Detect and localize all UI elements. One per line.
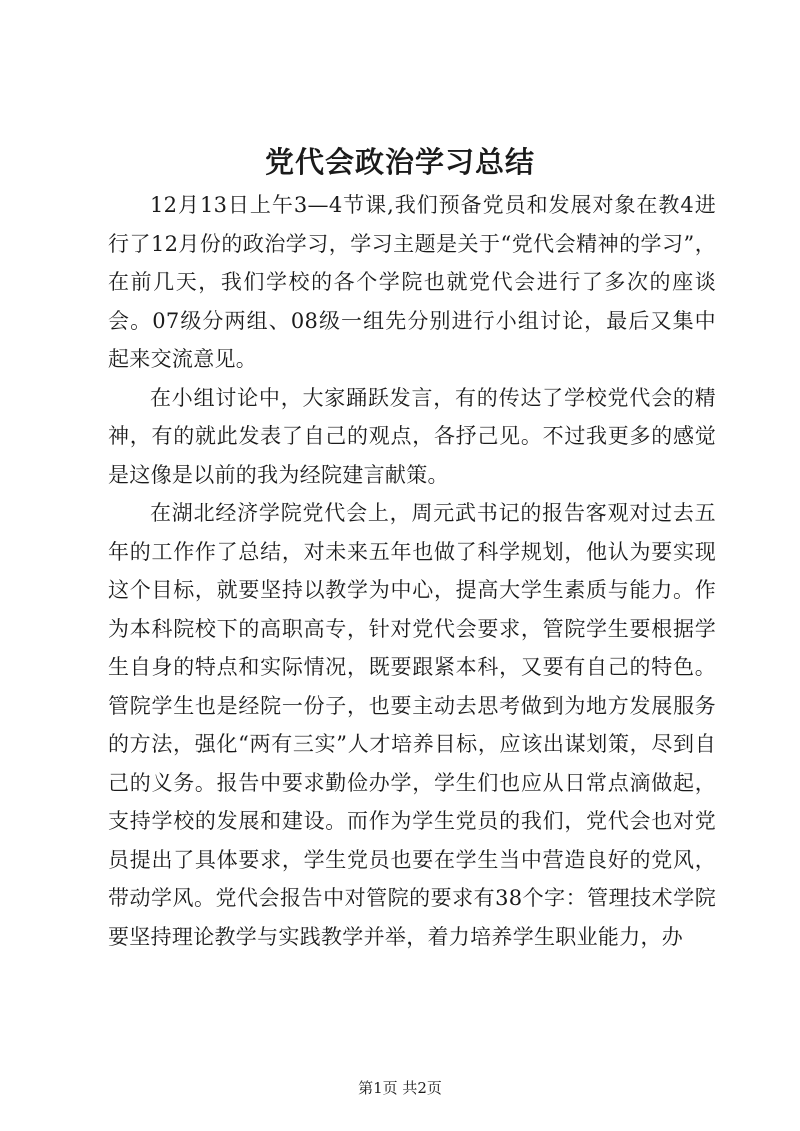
page-footer: 第1页 共2页: [358, 1079, 442, 1097]
paragraph-1: 12月13日上午3—4节课,我们预备党员和发展对象在教4进行了12月份的政治学习，学习主题是关于“党代会精神的学习”，在前几天，我们学校的各个学院也就党代会进行了多次的座谈会。07级分两组、08级一组先分别进行小组讨论，最后又集中起来交流意见。: [108, 193, 716, 371]
paragraph-2: 在小组讨论中，大家踊跃发言，有的传达了学校党代会的精神，有的就此发表了自己的观点，各抒己见。不过我更多的感觉是这像是以前的我为经院建言献策。: [108, 385, 716, 487]
document-body: [108, 186, 716, 956]
document-title: 党代会政治学习总结: [264, 145, 535, 179]
paragraph-3: 在湖北经济学院党代会上，周元武书记的报告客观对过去五年的工作作了总结，对未来五年也做了科学规划，他认为要实现这个目标，就要坚持以教学为中心，提高大学生素质与能力。作为本科院校下的高职高专，针对党代会要求，管院学生要根据学生自身的特点和实际情况，既要跟紧本科，又要有自己的特色。管院学生也是经院一份子，也要主动去思考做到为地方发展服务的方法，强化“两有三实”人才培养目标，应该出谋划策，尽到自己的义务。报告中要求勤俭办学，学生们也应从日常点滴做起，支持学校的发展和建设。而作为学生党员的我们，党代会也对党员提出了具体要求，学生党员也要在学生当中营造良好的党风，带动学风。党代会报告中对管院的要求有38个字：管理技术学院要坚持理论教学与实践教学并举，着力培养学生职业能力，办: [108, 501, 716, 949]
